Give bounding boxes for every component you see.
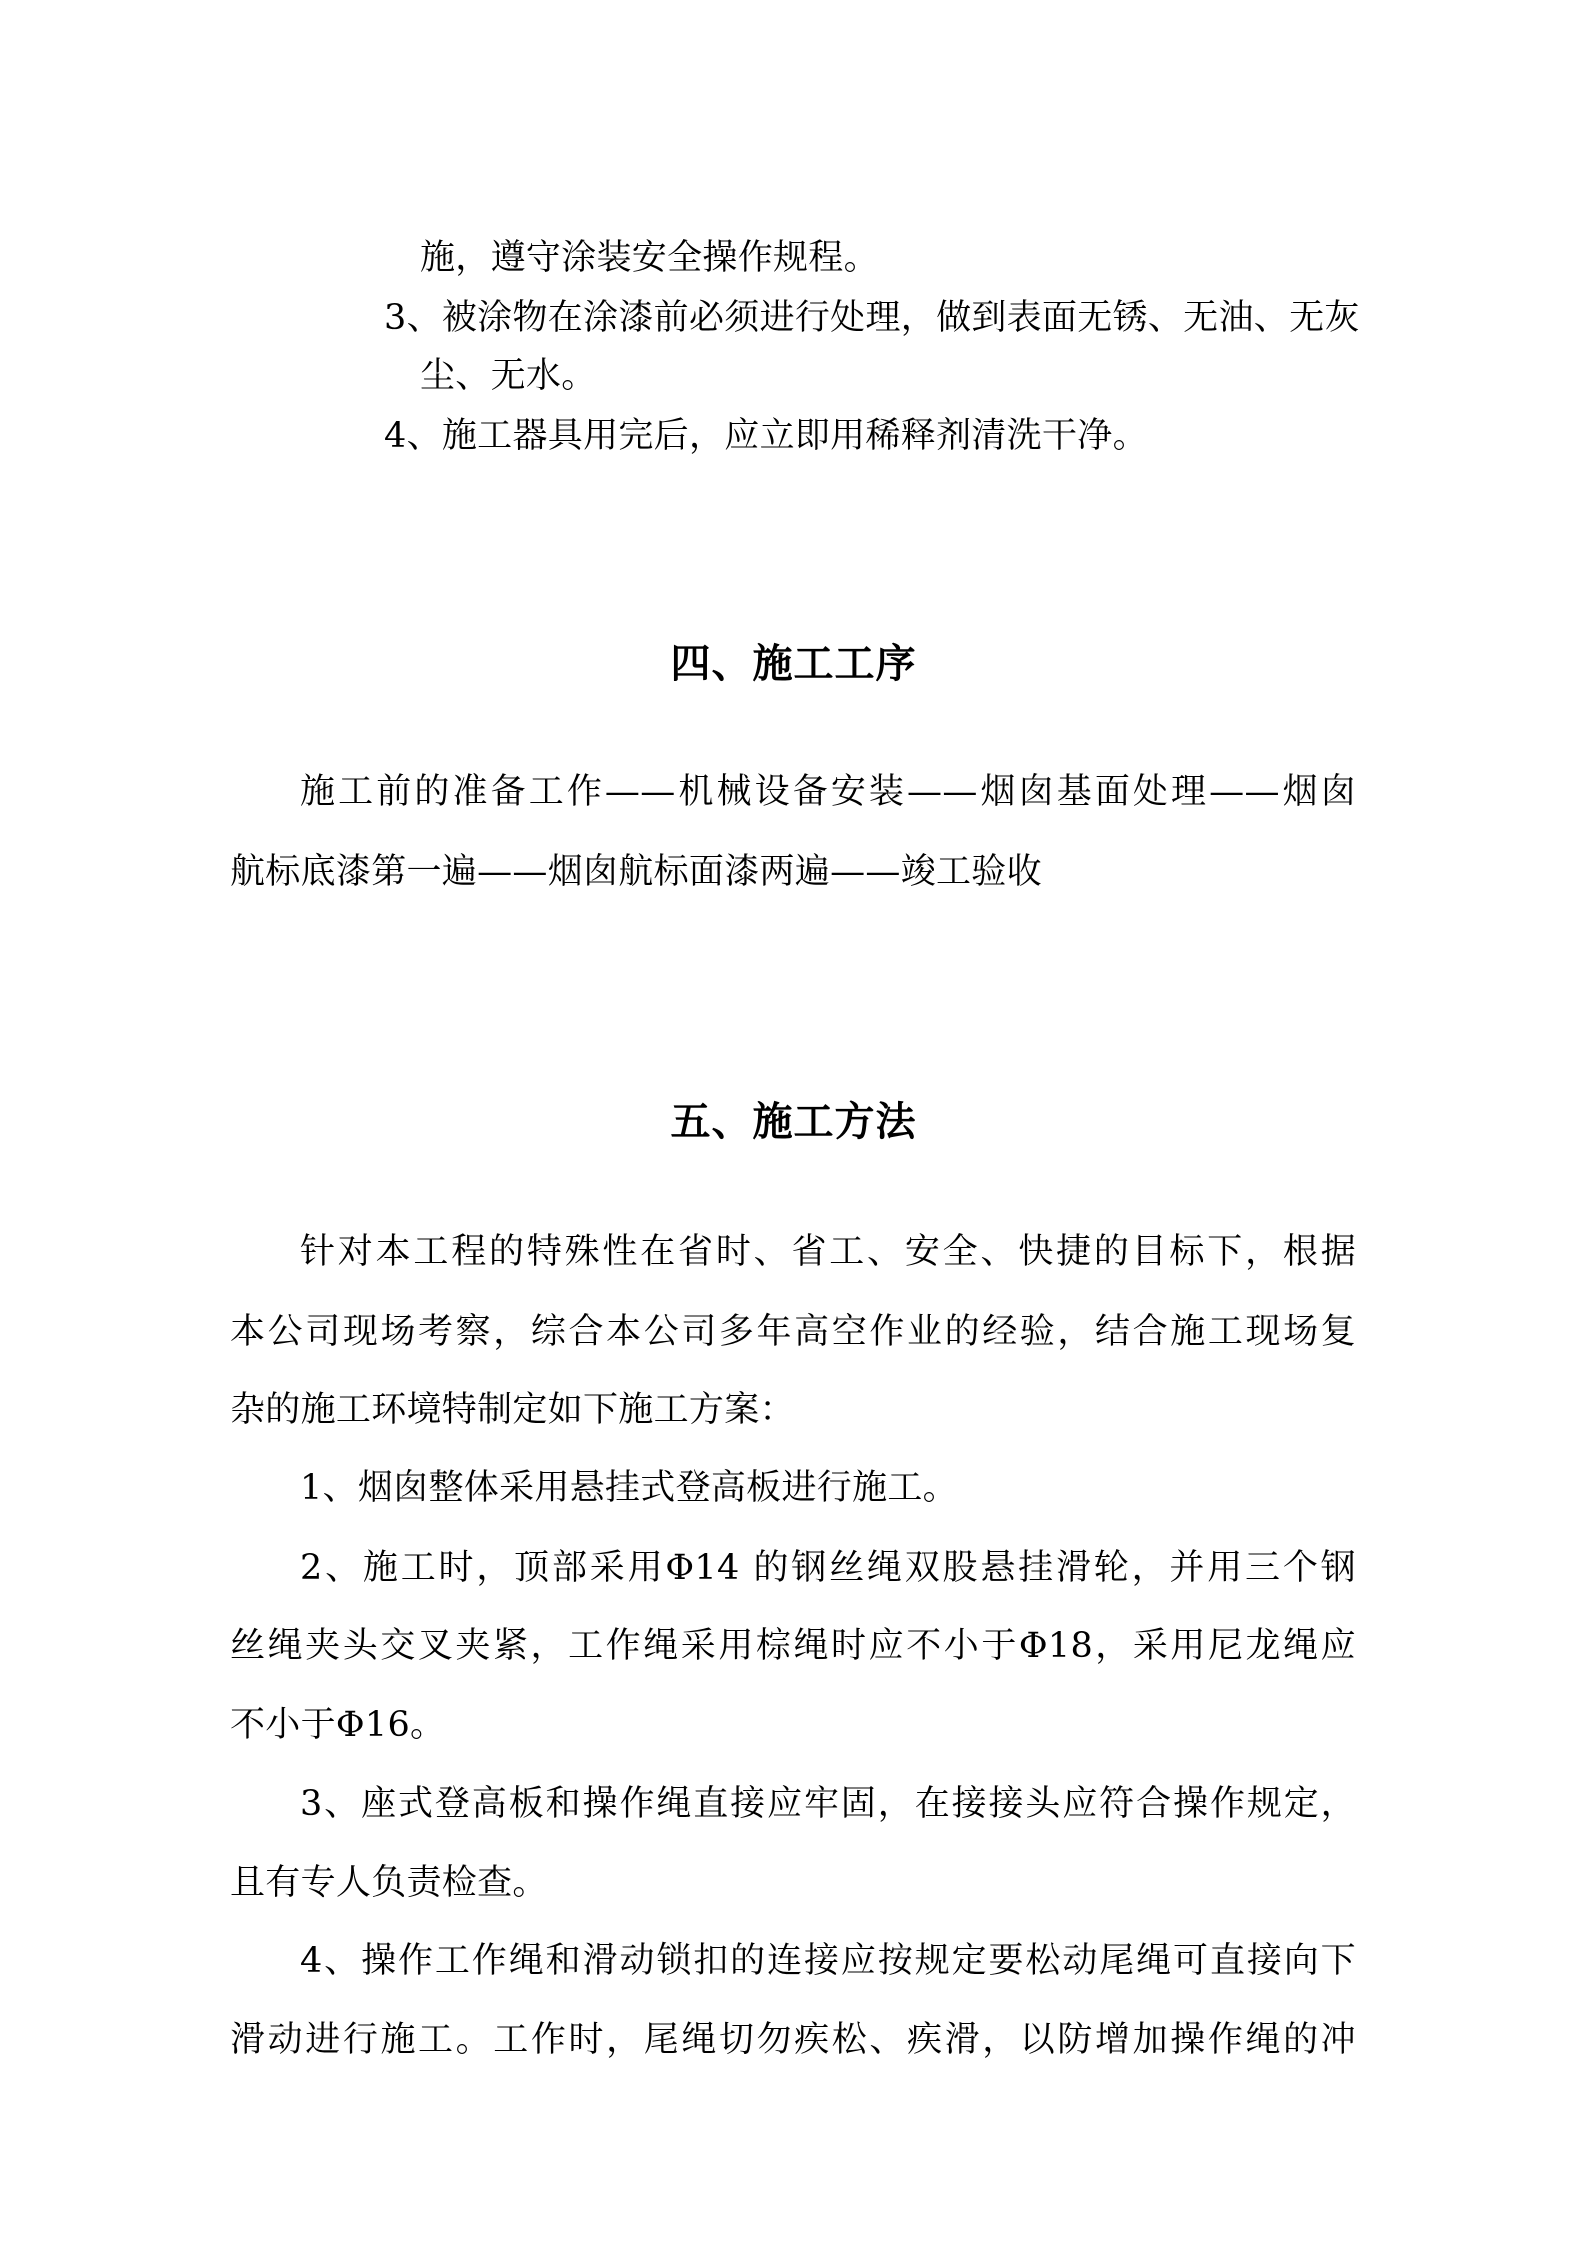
safety-item3-line2: 尘、无水。 xyxy=(420,356,597,396)
section5-item3-line1: 3、座式登高板和操作绳直接应牢固，在接接头应符合操作规定， xyxy=(300,1784,1356,1824)
section5-intro-line1: 针对本工程的特殊性在省时、省工、安全、快捷的目标下，根据 xyxy=(300,1232,1356,1272)
section5-intro-line2: 本公司现场考察，综合本公司多年高空作业的经验，结合施工现场复 xyxy=(230,1312,1356,1352)
safety-item2-continuation: 施，遵守涂装安全操作规程。 xyxy=(420,238,879,278)
section5-item3-line2: 且有专人负责检查。 xyxy=(230,1863,548,1903)
section5-item4-line1: 4、操作工作绳和滑动锁扣的连接应按规定要松动尾绳可直接向下 xyxy=(300,1941,1356,1981)
section4-heading: 四、施工工序 xyxy=(670,641,917,687)
section5-item2-line1: 2、施工时，顶部采用Φ14 的钢丝绳双股悬挂滑轮，并用三个钢 xyxy=(300,1548,1356,1588)
section5-intro-line3: 杂的施工环境特制定如下施工方案： xyxy=(230,1390,795,1430)
section4-line2: 航标底漆第一遍——烟囱航标面漆两遍——竣工验收 xyxy=(230,852,1042,892)
safety-item3-line1: 3、被涂物在涂漆前必须进行处理，做到表面无锈、无油、无灰 xyxy=(384,298,1360,338)
section5-heading: 五、施工方法 xyxy=(670,1099,917,1145)
section4-line1: 施工前的准备工作——机械设备安装——烟囱基面处理——烟囱 xyxy=(300,772,1356,812)
safety-item4: 4、施工器具用完后，应立即用稀释剂清洗干净。 xyxy=(384,416,1148,456)
section5-item2-line2: 丝绳夹头交叉夹紧，工作绳采用棕绳时应不小于Φ18，采用尼龙绳应 xyxy=(230,1626,1356,1666)
section5-item4-line2: 滑动进行施工。工作时，尾绳切勿疾松、疾滑，以防增加操作绳的冲 xyxy=(230,2020,1356,2060)
section5-item1: 1、烟囱整体采用悬挂式登高板进行施工。 xyxy=(300,1468,958,1508)
section5-item2-line3: 不小于Φ16。 xyxy=(230,1705,446,1745)
